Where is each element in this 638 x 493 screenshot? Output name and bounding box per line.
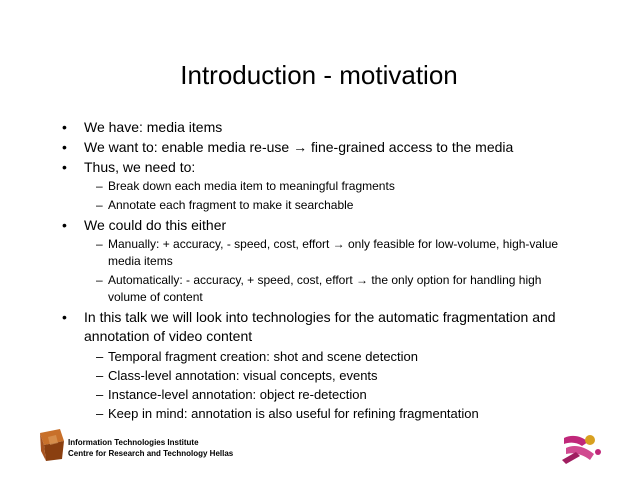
bullet-text: We have: media items [84,119,223,135]
eu-project-logo-icon [560,432,604,466]
sub-bullet-item [62,404,582,423]
sub-bullet-text: Temporal fragment creation: shot and scene detection [108,349,419,364]
bullet-text: Thus, we need to: [84,159,196,175]
sub-bullet-text: Manually: + accuracy, - speed, cost, effort → only feasible for low-volume, high-value media items [108,237,559,268]
sub-bullet-item [62,236,582,270]
bullet-item [62,216,582,235]
sub-bullet-marker: – [96,349,104,364]
bullet-item [62,118,582,137]
cube-logo-icon [38,427,66,463]
bullet-marker: • [62,159,67,175]
sub-bullet-marker: – [96,368,104,383]
footer-line-2: Centre for Research and Technology Hellas [68,449,234,458]
sub-bullet-marker: – [96,237,103,251]
bullet-marker: • [62,309,67,325]
sub-bullet-marker: – [96,179,103,193]
bullet-marker: • [62,119,67,135]
bullet-item [62,308,582,346]
footer [38,427,268,467]
bullet-item [62,138,582,157]
sub-bullet-text: Annotate each fragment to make it searchable [108,198,354,212]
sub-bullet-item [62,272,582,306]
footer-line-1: Information Technologies Institute [68,438,199,447]
footer-text [68,437,233,459]
bullet-item [62,158,582,177]
sub-bullet-item [62,385,582,404]
sub-bullet-item [62,366,582,385]
bullet-list [62,118,582,423]
sub-bullet-item [62,197,582,214]
sub-bullet-marker: – [96,273,103,287]
bullet-text: We could do this either [84,217,227,233]
bullet-marker: • [62,217,67,233]
sub-bullet-marker: – [96,387,104,402]
sub-bullet-item [62,178,582,195]
sub-bullet-text: Break down each media item to meaningful fragments [108,179,395,193]
sub-bullet-text: Instance-level annotation: object re-detection [108,387,367,402]
slide-title: Introduction - motivation [180,60,458,90]
bullet-text: We want to: enable media re-use → fine-grained access to the media [84,139,514,155]
sub-bullet-marker: – [96,406,104,421]
sub-bullet-text: Automatically: - accuracy, + speed, cost, effort → the only option for handling high volume of content [108,273,542,304]
sub-bullet-text: Keep in mind: annotation is also useful for refining fragmentation [108,406,479,421]
bullet-marker: • [62,139,67,155]
sub-bullet-marker: – [96,198,103,212]
bullet-text: In this talk we will look into technologies for the automatic fragmentation and annotation of video content [84,309,556,344]
sub-bullet-item [62,347,582,366]
sub-bullet-text: Class-level annotation: visual concepts, events [108,368,378,383]
